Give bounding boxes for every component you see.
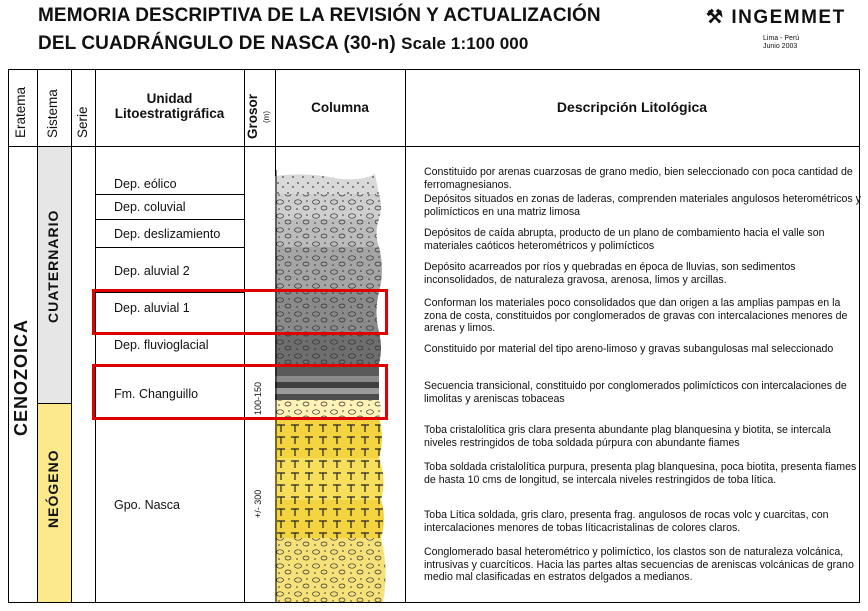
header-grosor: Grosor (245, 93, 260, 139)
header-unidad-line1: Unidad (146, 91, 193, 106)
document-title-line1: MEMORIA DESCRIPTIVA DE LA REVISIÓN Y ACTUALIZACIÓN (38, 5, 601, 26)
unit-dep-coluvial: Dep. coluvial (114, 200, 186, 214)
logo-date: Junio 2003 (763, 43, 798, 50)
header-descripcion: Descripción Litológica (556, 99, 708, 115)
header-serie: Serie (75, 106, 90, 138)
document-title-line2 (38, 33, 528, 55)
eratema-label: CENOZOICA (11, 319, 31, 436)
description-nasca-toba-1: Toba cristalolítica gris clara presenta abundante plag blanquesina y biotita, se intercala niveles restringidos de toba soldada púrpura con abundante fiames (424, 424, 831, 449)
unit-dep-eolico: Dep. eólico (114, 177, 177, 191)
unit-dep-fluvioglacial: Dep. fluvioglacial (114, 338, 209, 352)
description-dep-coluvial: Depósitos situados en zonas de laderas, comprenden materiales angulosos heterométricos y polimícticos en una matriz limosa (424, 193, 861, 218)
description-nasca-toba-3: Toba Lítica soldada, gris claro, presenta frag. angulosos de rocas volc y cuarcitas, con intercalaciones menores de tobas líticacristalinas de colores claros. (424, 509, 829, 534)
title-text: DEL CUADRÁNGULO DE NASCA (30-n) (38, 33, 396, 54)
description-nasca-conglomerado: Conglomerado basal heterométrico y polimíctico, los clastos son de naturaleza volcánica, intrusivas y cuarcíticos. Hacia las partes altas secuencias de areniscas volcánicas de grano medio mal clasificadas en estratos delgados a medianos. (424, 546, 854, 584)
description-fm-changuillo: Secuencia transicional, constituido por conglomerados polimícticos con intercalaciones de limolitas y areniscas tobaceas (424, 380, 847, 405)
header-sistema: Sistema (45, 89, 60, 138)
sistema-cuaternario-label: CUATERNARIO (45, 209, 61, 323)
highlight-box-aluvial-1 (92, 289, 388, 335)
unit-dep-deslizamiento: Dep. deslizamiento (114, 227, 221, 241)
header-unidad (95, 91, 244, 121)
header-unidad-line2: Litoestratigráfica (114, 106, 225, 121)
description-dep-fluvioglacial: Constituido por material del tipo areno-limoso y gravas subangulosas mal seleccionado (424, 343, 834, 355)
description-nasca-toba-2: Toba soldada cristalolítica purpura, presenta plag blanquesina, poca biotita, presenta fiames de hasta 10 cms de longitud, se intercala niveles restringidos de toba lítica. (424, 461, 857, 486)
scale-label: Scale 1:100 000 (401, 34, 529, 53)
header-grosor-unit: (m) (262, 111, 271, 123)
description-dep-aluvial-2: Depósito acarreados por ríos y quebradas en época de lluvias, son sedimentos inconsolidados, de naturaleza gravosa, arenosa, limos y arcillas. (424, 261, 796, 286)
hammer-pick-icon: ⚒ (706, 7, 725, 28)
thickness-changuillo: 100-150 (253, 381, 263, 415)
ingemmet-logo (706, 6, 846, 29)
description-dep-deslizamiento: Depósitos de caída abrupta, producto de un plano de combamiento hacia el valle son materiales caóticos heterométricos y polimícticos (424, 227, 825, 252)
logo-place: Lima - Perú (763, 35, 800, 42)
unit-gpo-nasca: Gpo. Nasca (114, 498, 181, 512)
highlight-box-changuillo (92, 364, 388, 420)
header-eratema: Eratema (13, 86, 28, 138)
thickness-nasca: +/- 300 (253, 489, 263, 518)
sistema-neogeno-label: NEÓGENO (45, 449, 61, 528)
description-dep-eolico: Constituido por arenas cuarzosas de grano medio, bien seleccionado con poca cantidad de ferromagnesianos. (424, 166, 853, 191)
header-columna: Columna (311, 100, 369, 115)
unit-dep-aluvial-1: Dep. aluvial 1 (114, 301, 190, 315)
unit-fm-changuillo: Fm. Changuillo (114, 387, 199, 401)
logo-text: INGEMMET (731, 7, 846, 28)
description-dep-aluvial-1: Conforman los materiales poco consolidados que dan origen a las amplias pampas en la zona de costa, constituidos por conglomerados de gravas con intercalaciones menores de arenas y limos. (424, 297, 848, 335)
unit-dep-aluvial-2: Dep. aluvial 2 (114, 264, 190, 278)
